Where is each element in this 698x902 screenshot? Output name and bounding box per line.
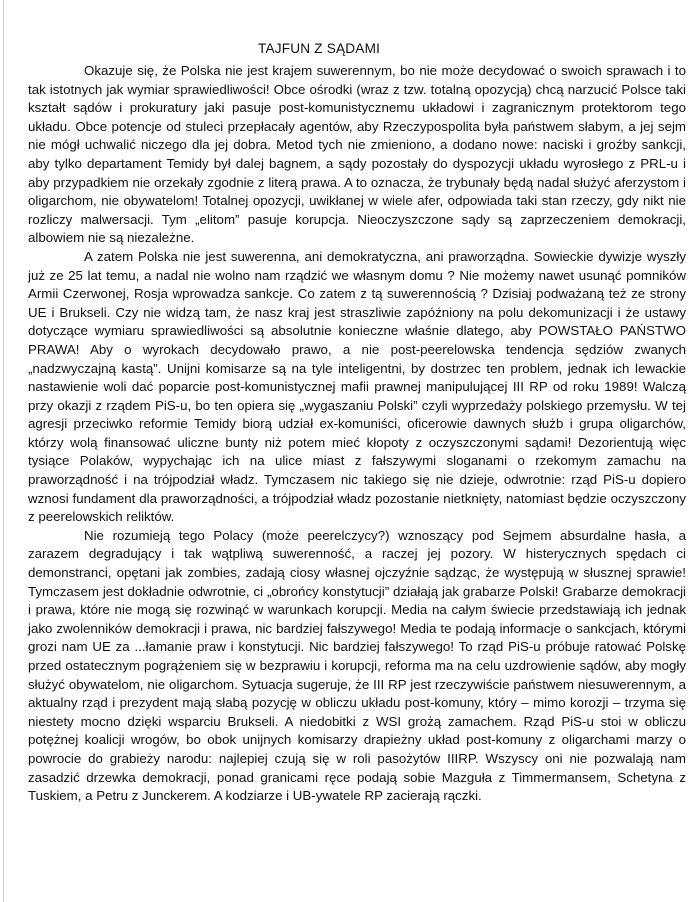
paragraph-3: Nie rozumieją tego Polacy (może peerelczycy?) wznoszący pod Sejmem absurdalne hasła, a zarazem degradujący i tak wątpliwą suwerenność, a raczej jej pozory. W histerycznych spędach ci demonstranci, opętani jak zombies, zadają ciosy własnej ojczyźnie sądząc, że występują w słusznej sprawie! Tymczasem jest dokładnie odwrotnie, ci „obrońcy konstytucji” działają jak grabarze Polski! Grabarze demokracji i prawa, które nie mogą się rozwinąć w warunkach korupcji. Media na całym świecie przedstawiają ich jednak jako zwolenników demokracji i prawa, nic bardziej fałszywego! Media te podają informacje o sankcjach, którymi grozi nam UE za ...łamanie praw i konstytucji. Nic bardziej fałszywego! To rząd PiS-u próbuje ratować Polskę przed ostatecznym pogrążeniem się w bezprawiu i korupcji, reforma ma na celu uzdrowienie sądów, aby mogły służyć obywatelom, nie oligarchom. Sytuacja sugeruje, że III RP jest rzeczywiście państwem niesuwerennym, a aktualny rząd i prezydent mają słabą pozycję w obliczu układu post-komuny, który – mimo korozji – trzyma się niestety mocno dzięki wsparciu Brukseli. A niedobitki z WSI grożą zamachem. Rząd PiS-u stoi w obliczu potężnej koalicji wrogów, bo obok unijnych komisarzy drapieżny układ post-komuny z oligarchami marzy o powrocie do grabieży narodu: najlepiej czują się w roli pasożytów IIIRP. Wszyscy oni nie pozwalają nam zasadzić drzewka demokracji, ponad granicami ręce podają sobie Mazguła z Timmermansem, Schetyna z Tuskiem, a Petru z Junckerem. A kodziarze i UB-ywatele RP zacierają rączki.: [28, 527, 686, 804]
document-title: TAJFUN Z SĄDAMI: [258, 41, 381, 56]
paragraph-1: Okazuje się, że Polska nie jest krajem suwerennym, bo nie może decydować o swoich sprawach i to tak istotnych jak wymiar sprawiedliwości! Obce ośrodki (wraz z tzw. totalną opozycją) chcą narzucić Polsce taki kształt sądów i prokuratury jaki pasuje post-komunistycznemu układowi i zagranicznym protektorom tego układu. Obce potencje od stuleci przepłacały agentów, aby Rzeczypospolita była państwem słabym, a jej sejm nie mógł uchwalić niczego dla jej dobra. Metod tych nie zmieniono, a dodano nowe: naciski i groźby sankcji, aby tylko departament Temidy był dalej bagnem, a sądy pozostały do dyspozycji układu wyrosłego z PRL-u i aby przypadkiem nie orzekały zgodnie z literą prawa. A to oznacza, że trybunały będą nadal służyć aferzystom i oligarchom, nie obywatelom! Totalnej opozycji, uwikłanej w wiele afer, odpowiada taki stan rzeczy, gdy nikt nie rozliczy malwersacji. Tym „elitom” pasuje korupcja. Nieoczyszczone sądy są zaprzeczeniem demokracji, albowiem nie są niezależne.: [28, 63, 686, 246]
paragraph-2: A zatem Polska nie jest suwerenna, ani demokratyczna, ani praworządna. Sowieckie dywizje wyszły już ze 25 lat temu, a nadal nie wolno nam rządzić we własnym domu ? Nie możemy nawet usunąć pomników Armii Czerwonej, Rosja wprowadza sankcje. Co zatem z tą suwerennością ? Dzisiaj podważaną też ze strony UE i Brukseli. Czy nie widzą tam, że nasz kraj jest straszliwie zapóźniony na polu dekomunizacji i że ustawy dotyczące wymiaru sprawiedliwości są absolutnie konieczne właśnie dlatego, aby POWSTAŁO PAŃSTWO PRAWA! Aby o wyrokach decydowało prawo, a nie post-peerelowska tendencja sędziów zwanych „nadzwyczajną kastą”. Unijni komisarze są na tyle inteligentni, by dostrzec ten problem, jednak ich lewackie nastawienie woli dać poparcie post-komunistycznej mafii prawnej manipulującej III RP od roku 1989! Walczą przy okazji z rządem PiS-u, bo ten opiera się „wygaszaniu Polski” czyli wyprzedaży polskiego przemysłu. W tej agresji przeciwko reformie Temidy biorą udział ex-komuniści, oficerowie dawnych służb i grupa oligarchów, którzy wolą finansować uliczne bunty niż potem mieć kłopoty z oczyszczonymi sądami! Dezorientują więc tysiące Polaków, wypychając ich na ulice miast z fałszywymi sloganami o rzekomym zamachu na praworządność i na trójpodział władz. Tymczasem nic takiego się nie dzieje, odwrotnie: rząd PiS-u dopiero wznosi fundament dla praworządności, a trójpodział władz pozostanie nietknięty, natomiast będzie oczyszczony z peerelowskich reliktów.: [28, 248, 686, 525]
document-body: [28, 40, 686, 806]
page-edge-line: [3, 0, 4, 902]
